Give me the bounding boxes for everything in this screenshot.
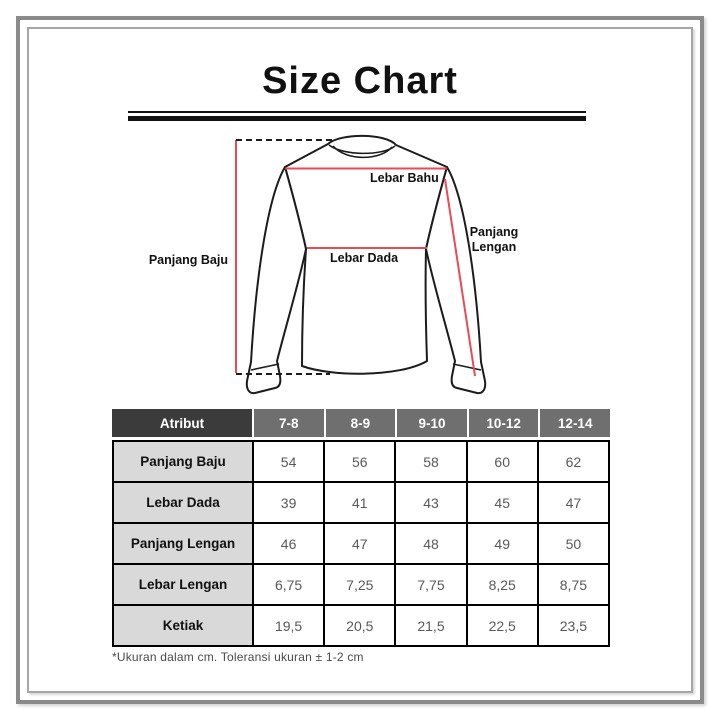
label-panjang-lengan-line1: Panjang — [469, 225, 519, 239]
value-cell: 8,25 — [468, 565, 537, 604]
size-column-header-9-10: 9-10 — [397, 409, 467, 437]
shirt-illustration — [130, 130, 590, 410]
title-divider — [128, 111, 586, 121]
value-cell: 62 — [539, 442, 608, 481]
divider-thick-line — [128, 116, 586, 121]
value-cell: 8,75 — [539, 565, 608, 604]
value-cell: 19,5 — [254, 606, 323, 645]
size-table-header-row — [112, 409, 610, 437]
size-column-header-7-8: 7-8 — [254, 409, 324, 437]
value-cell: 47 — [539, 483, 608, 522]
value-cell: 50 — [539, 524, 608, 563]
value-cell: 39 — [254, 483, 323, 522]
value-cell: 54 — [254, 442, 323, 481]
size-table-body — [112, 440, 610, 647]
value-cell: 60 — [468, 442, 537, 481]
size-column-header-10-12: 10-12 — [469, 409, 539, 437]
attr-cell: Panjang Lengan — [114, 524, 252, 563]
shirt-measurement-diagram — [130, 130, 590, 410]
attr-cell: Lebar Lengan — [114, 565, 252, 604]
value-cell: 22,5 — [468, 606, 537, 645]
value-cell: 7,75 — [396, 565, 465, 604]
value-cell: 21,5 — [396, 606, 465, 645]
value-cell: 6,75 — [254, 565, 323, 604]
value-cell: 20,5 — [325, 606, 394, 645]
label-lebar-bahu: Lebar Bahu — [370, 171, 439, 185]
attribute-column-header: Atribut — [112, 409, 252, 437]
value-cell: 56 — [325, 442, 394, 481]
value-cell: 41 — [325, 483, 394, 522]
tolerance-footnote: *Ukuran dalam cm. Toleransi ukuran ± 1-2 cm — [112, 650, 364, 664]
value-cell: 48 — [396, 524, 465, 563]
value-cell: 45 — [468, 483, 537, 522]
value-cell: 43 — [396, 483, 465, 522]
page-title: Size Chart — [262, 60, 458, 102]
divider-thin-line — [128, 111, 586, 113]
label-panjang-lengan — [466, 225, 522, 255]
size-column-header-8-9: 8-9 — [326, 409, 396, 437]
value-cell: 47 — [325, 524, 394, 563]
label-panjang-lengan-line2: Lengan — [471, 240, 517, 254]
label-lebar-dada: Lebar Dada — [330, 251, 399, 265]
value-cell: 23,5 — [539, 606, 608, 645]
value-cell: 58 — [396, 442, 465, 481]
size-table — [112, 409, 610, 647]
size-column-header-12-14: 12-14 — [540, 409, 610, 437]
attr-cell: Lebar Dada — [114, 483, 252, 522]
attr-cell: Ketiak — [114, 606, 252, 645]
value-cell: 7,25 — [325, 565, 394, 604]
label-panjang-baju: Panjang Baju — [148, 253, 228, 267]
value-cell: 49 — [468, 524, 537, 563]
value-cell: 46 — [254, 524, 323, 563]
attr-cell: Panjang Baju — [114, 442, 252, 481]
